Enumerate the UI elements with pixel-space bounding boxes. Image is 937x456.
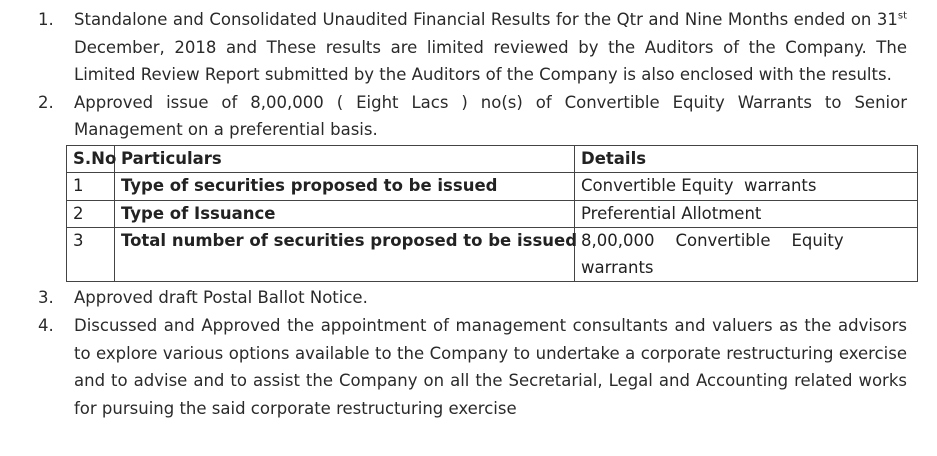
list-item-text: Approved issue of 8,00,000 ( Eight Lacs ) no(s) of Convertible Equity Warrants to Senior Management on a preferential basis. — [74, 92, 907, 140]
table-header-row — [67, 145, 918, 173]
cell-details: 8,00,000 Convertible Equity warrants — [575, 228, 918, 282]
ordinal-superscript: st — [897, 10, 907, 22]
list-item-4 — [0, 312, 937, 422]
cell-particulars: Total number of securities proposed to be issued — [115, 228, 575, 282]
cell-details: Preferential Allotment — [575, 200, 918, 228]
list-item-3 — [0, 284, 937, 312]
cell-sno: 3 — [67, 228, 115, 282]
header-sno: S.No — [67, 145, 115, 173]
item-text-part: Standalone and Consolidated Unaudited Financial Results for the Qtr and Nine Months ended on 31 — [74, 10, 898, 29]
list-item-2 — [0, 89, 937, 144]
header-details: Details — [575, 145, 918, 173]
list-item-text: Approved draft Postal Ballot Notice. — [74, 288, 368, 308]
list-number: 4. — [38, 316, 54, 336]
cell-sno: 2 — [67, 200, 115, 228]
list-number: 1. — [38, 10, 54, 29]
list-item-1 — [0, 6, 937, 89]
item-text-part: December, 2018 and These results are limited reviewed by the Auditors of the Company. The Limited Review Report submitted by the Auditors of the Company is also enclosed with the results. — [74, 37, 907, 85]
list-item-text: Discussed and Approved the appointment of management consultants and valuers as the advisors to explore various options available to the Company to undertake a corporate restructuring exercise and to advise and to assist the Company on all the Secretarial, Legal and Accounting related works for pursuing the said corporate restructuring exercise — [74, 316, 907, 418]
table-row — [67, 173, 918, 201]
list-number: 3. — [38, 288, 54, 308]
cell-details: Convertible Equity warrants — [575, 173, 918, 201]
header-particulars: Particulars — [115, 145, 575, 173]
cell-particulars: Type of securities proposed to be issued — [115, 173, 575, 201]
cell-sno: 1 — [67, 173, 115, 201]
document-body — [0, 6, 937, 422]
table-row — [67, 228, 918, 282]
securities-table — [66, 145, 918, 283]
list-number: 2. — [38, 92, 54, 112]
list-item-text — [74, 10, 907, 84]
table-row — [67, 200, 918, 228]
cell-particulars: Type of Issuance — [115, 200, 575, 228]
